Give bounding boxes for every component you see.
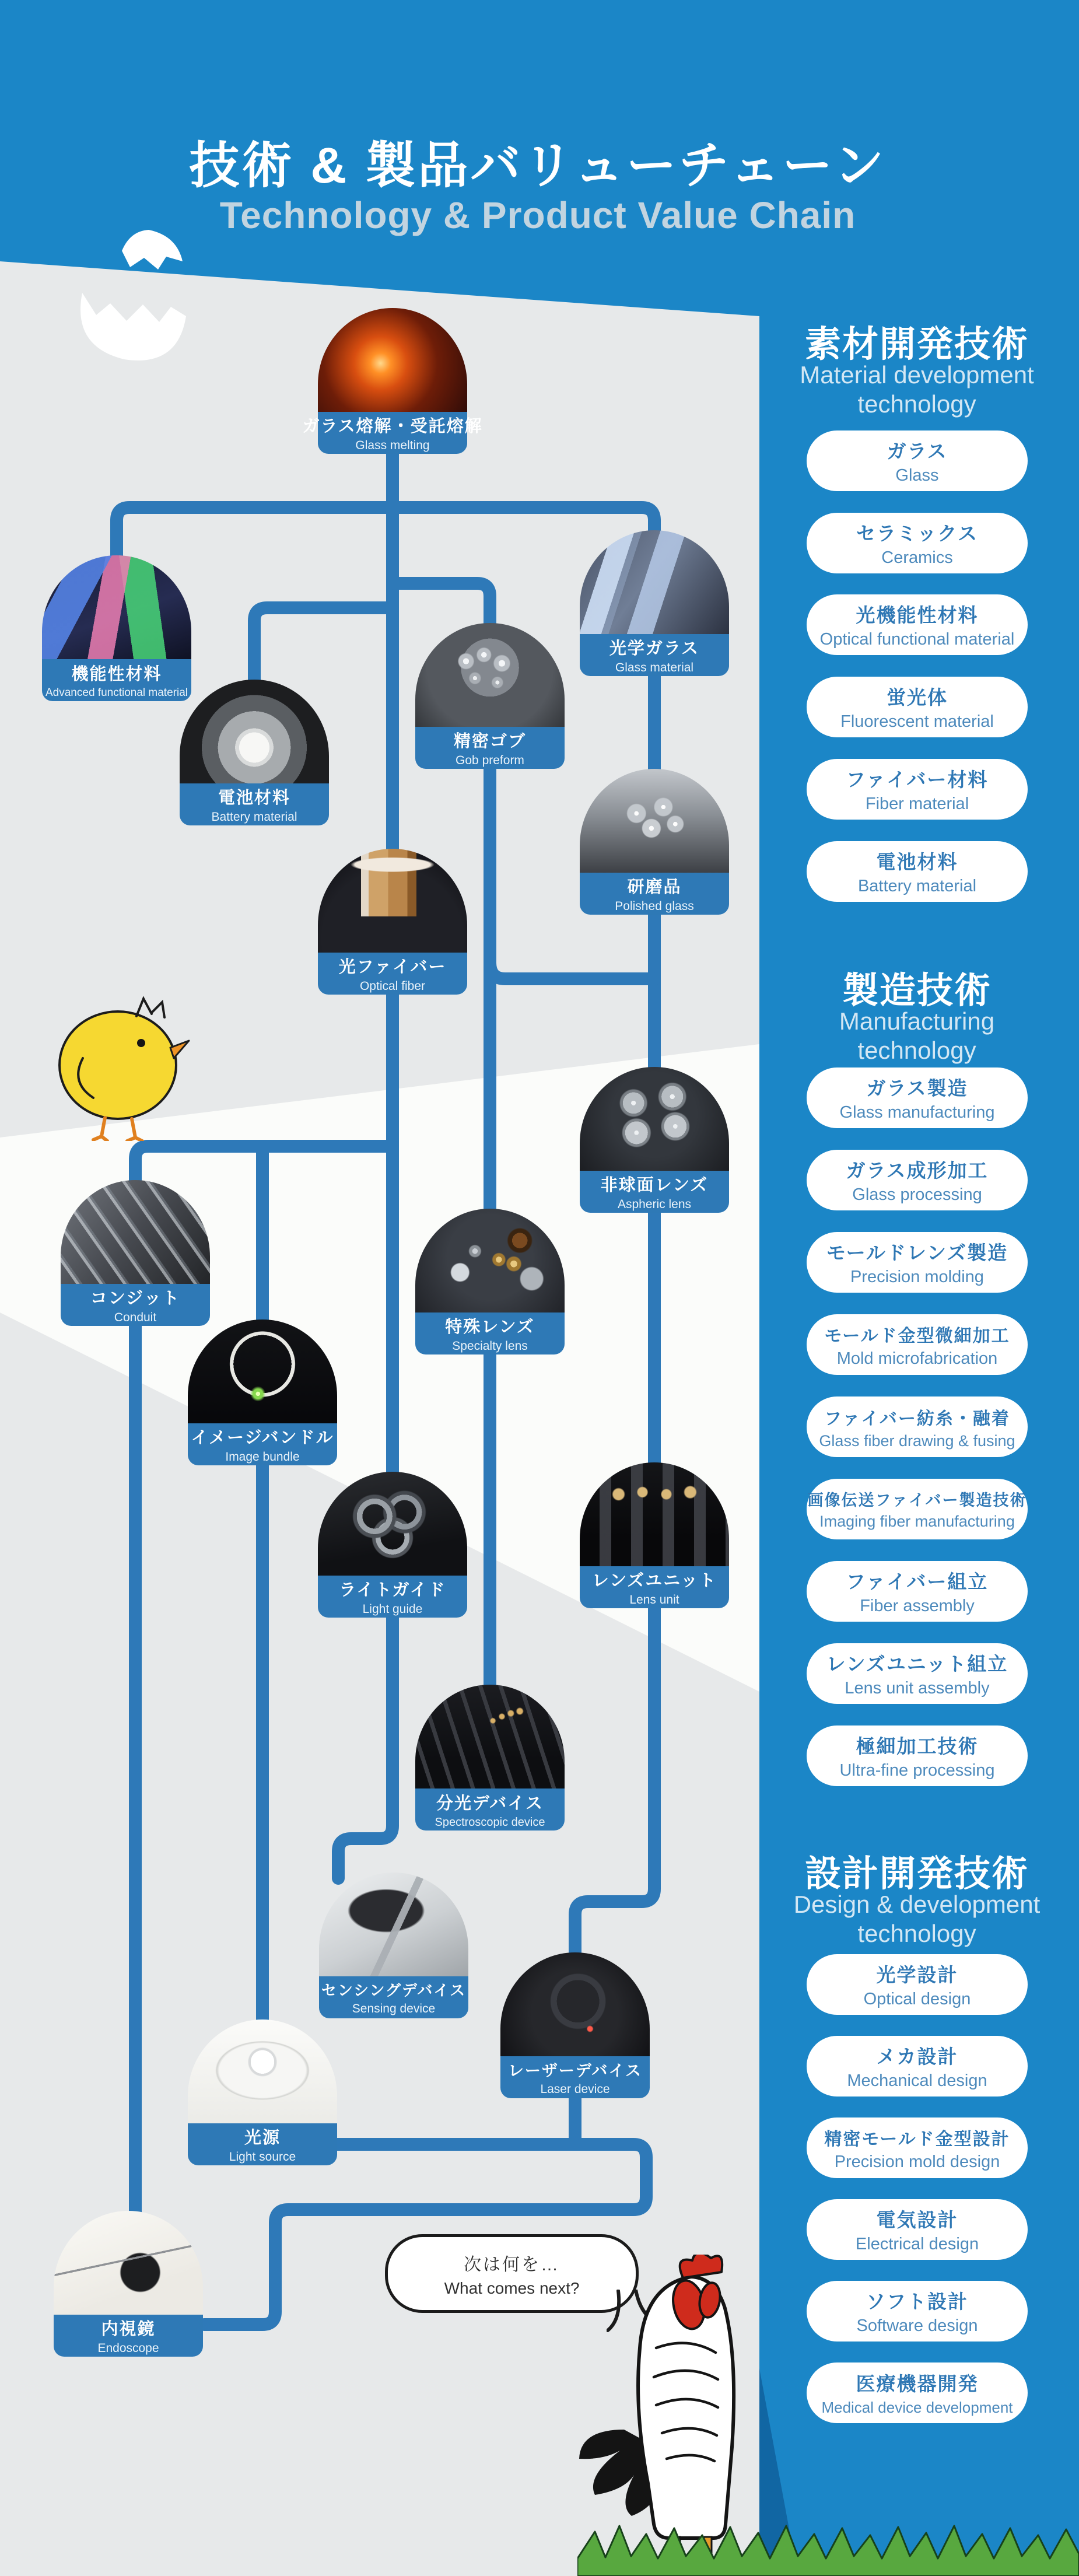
gob-preform-photo (415, 623, 565, 729)
node-label (580, 1566, 729, 1608)
tech-pill-fiber-material[interactable] (807, 759, 1028, 820)
endoscope-photo (54, 2211, 203, 2317)
node-laser-device[interactable] (500, 1952, 650, 2098)
node-glass-material[interactable] (580, 530, 729, 676)
spectroscopic-device-photo (415, 1685, 565, 1791)
tech-pill-lens-unit-assembly[interactable] (807, 1643, 1028, 1704)
pill-jp: ガラス製造 (866, 1077, 968, 1099)
tech-pill-ceramics[interactable] (807, 513, 1028, 573)
node-jp: 電池材料 (218, 789, 290, 807)
pill-jp: 電池材料 (876, 851, 958, 873)
pill-en: Lens unit assembly (845, 1679, 990, 1698)
section-title-manufacturing: 製造技術 (842, 971, 992, 1011)
node-label (54, 2315, 203, 2357)
tech-pill-electrical-design[interactable] (807, 2199, 1028, 2260)
node-label (318, 1576, 467, 1618)
egg-icon (61, 223, 201, 374)
node-label (415, 727, 565, 769)
pill-jp: 極細加工技術 (856, 1735, 979, 1757)
node-en: Specialty lens (452, 1339, 528, 1353)
pill-jp: セラミックス (856, 523, 978, 544)
node-label (188, 1423, 337, 1465)
node-label (580, 873, 729, 915)
node-en: Polished glass (615, 900, 694, 913)
node-sensing-device[interactable] (319, 1873, 468, 2018)
node-label (580, 1171, 729, 1213)
node-endoscope[interactable] (54, 2211, 203, 2357)
node-jp: コンジット (90, 1289, 181, 1308)
node-label (180, 783, 329, 825)
tech-pill-precision-molding[interactable] (807, 1232, 1028, 1293)
tech-pill-fiber-drawing-fusing[interactable] (807, 1396, 1028, 1457)
section-title-design: 設計開発技術 (804, 1854, 1029, 1894)
node-label (319, 1976, 468, 2018)
image-bundle-photo (188, 1320, 337, 1426)
pill-en: Electrical design (855, 2235, 979, 2253)
pill-jp: 画像伝送ファイバー製造技術 (807, 1492, 1027, 1509)
node-label (302, 412, 483, 454)
node-gob-preform[interactable] (415, 623, 565, 769)
node-en: Laser device (540, 2082, 610, 2096)
section-title-material-en: Material development technology (800, 361, 1034, 418)
pill-en: Glass (895, 466, 939, 485)
polished-glass-photo (580, 769, 729, 875)
node-jp: 非球面レンズ (600, 1176, 709, 1195)
pill-en: Glass fiber drawing & fusing (819, 1432, 1015, 1450)
speech-bubble-jp: 次は何を… (464, 2255, 560, 2274)
node-conduit[interactable] (61, 1180, 210, 1326)
pill-jp: メカ設計 (876, 2046, 958, 2067)
node-en: Endoscope (97, 2342, 159, 2355)
laser-device-photo (500, 1952, 650, 2059)
node-label (500, 2056, 650, 2098)
chick-icon (49, 966, 195, 1141)
pill-jp: ガラス成形加工 (846, 1160, 989, 1181)
node-en: Glass material (615, 661, 694, 674)
pill-en: Fiber material (865, 794, 969, 813)
pill-jp: 精密モールド金型設計 (824, 2129, 1010, 2149)
page-title: 技術 & 製品バリューチェーン (189, 138, 887, 194)
glass-melting-photo (318, 308, 467, 414)
node-en: Advanced functional material (45, 687, 188, 699)
node-jp: イメージバンドル (191, 1429, 334, 1447)
node-jp: 機能性材料 (71, 665, 162, 684)
section-title-material: 素材開発技術 (804, 324, 1029, 365)
node-en: Spectroscopic device (435, 1815, 545, 1829)
light-source-photo (188, 2020, 337, 2126)
pill-jp: 医療機器開発 (856, 2373, 979, 2395)
laser-branch (575, 1607, 654, 1955)
tech-pill-battery-material[interactable] (807, 841, 1028, 902)
node-jp: 精密ゴブ (453, 732, 526, 751)
node-jp: レンズユニット (591, 1572, 717, 1590)
pill-jp: モールド金型微細加工 (824, 1326, 1010, 1346)
glass-material-photo (580, 530, 729, 636)
node-specialty-lens[interactable] (415, 1209, 565, 1354)
pill-en: Precision molding (850, 1268, 984, 1286)
node-jp: 特殊レンズ (445, 1318, 535, 1336)
pill-jp: レンズユニット組立 (826, 1653, 1008, 1675)
node-jp: レーザーデバイス (507, 2062, 643, 2080)
specialty-lens-photo (415, 1209, 565, 1315)
tech-pill-glass-manufacturing[interactable] (807, 1068, 1028, 1128)
bridge-line (490, 963, 654, 979)
node-jp: ガラス熔解・受託熔解 (302, 417, 483, 436)
conduit-photo (61, 1180, 210, 1286)
lens-unit-photo (580, 1462, 729, 1569)
tech-pill-mechanical-design[interactable] (807, 2036, 1028, 2096)
node-label (415, 1788, 565, 1831)
node-light-source[interactable] (188, 2020, 337, 2165)
node-en: Light source (229, 2150, 296, 2164)
grass (577, 2518, 1079, 2576)
node-jp: 分光デバイス (436, 1794, 544, 1813)
gob-branch (393, 583, 490, 627)
node-jp: 研磨品 (627, 878, 682, 897)
tech-pill-optical-functional-material[interactable] (807, 594, 1028, 655)
tech-pill-mold-microfabrication[interactable] (807, 1314, 1028, 1375)
pill-jp: ソフト設計 (866, 2291, 968, 2312)
node-label (188, 2123, 337, 2165)
pill-jp: 光機能性材料 (856, 604, 979, 626)
node-functional-material[interactable] (42, 555, 191, 701)
node-glass-melting[interactable] (302, 308, 483, 454)
tech-pill-precision-mold-design[interactable] (807, 2118, 1028, 2178)
battery-branch (254, 608, 393, 682)
pill-en: Fiber assembly (860, 1597, 975, 1615)
node-jp: 光学ガラス (609, 639, 700, 658)
node-light-guide[interactable] (318, 1472, 467, 1618)
pill-en: Imaging fiber manufacturing (819, 1513, 1015, 1530)
tech-pill-fluorescent-material[interactable] (807, 677, 1028, 737)
page-title-en: Technology & Product Value Chain (219, 194, 856, 236)
battery-material-photo (180, 680, 329, 786)
node-image-bundle[interactable] (188, 1320, 337, 1465)
top-junction-bar (117, 508, 654, 560)
pill-en: Optical functional material (819, 630, 1015, 649)
node-aspheric-lens[interactable] (580, 1067, 729, 1213)
node-en: Glass melting (355, 439, 430, 452)
node-label (580, 634, 729, 676)
speech-bubble-en: What comes next? (444, 2278, 580, 2297)
node-en: Light guide (362, 1602, 423, 1616)
node-label (42, 659, 191, 701)
tech-pill-ultra-fine-processing[interactable] (807, 1726, 1028, 1786)
node-jp: 光源 (244, 2129, 281, 2147)
node-en: Sensing device (352, 2002, 436, 2015)
pill-en: Battery material (857, 877, 977, 895)
pill-en: Precision mold design (834, 2152, 1000, 2171)
node-polished-glass[interactable] (580, 769, 729, 915)
pill-jp: ガラス (887, 440, 948, 462)
node-jp: センシングデバイス (321, 1982, 467, 1999)
node-en: Conduit (114, 1311, 157, 1324)
node-en: Gob preform (456, 754, 524, 767)
sensing-device-photo (319, 1873, 468, 1979)
section-title-design-en: Design & development technology (793, 1891, 1041, 1948)
pill-en: Mechanical design (847, 2071, 987, 2090)
pill-jp: 蛍光体 (887, 687, 948, 708)
node-en: Lens unit (629, 1593, 679, 1606)
node-en: Image bundle (225, 1450, 300, 1464)
node-lens-unit[interactable] (580, 1462, 729, 1608)
node-jp: 内視鏡 (101, 2320, 156, 2339)
light-guide-photo (318, 1472, 467, 1578)
pill-en: Software design (856, 2316, 978, 2335)
tech-pill-imaging-fiber-manufacturing[interactable] (807, 1479, 1028, 1539)
node-en: Battery material (211, 810, 297, 824)
pill-en: Glass manufacturing (839, 1103, 995, 1122)
pill-jp: ファイバー組立 (846, 1571, 989, 1592)
tech-pill-medical-device-development[interactable] (807, 2362, 1028, 2423)
pill-en: Glass processing (852, 1185, 982, 1204)
node-en: Optical fiber (359, 979, 426, 993)
node-label (415, 1312, 565, 1354)
node-label (318, 953, 467, 995)
pill-en: Ceramics (881, 548, 953, 567)
node-jp: 光ファイバー (338, 958, 447, 977)
tech-pill-optical-design[interactable] (807, 1954, 1028, 2015)
tech-pill-software-design[interactable] (807, 2281, 1028, 2342)
pill-en: Ultra-fine processing (839, 1761, 995, 1780)
pill-jp: 電気設計 (876, 2209, 958, 2231)
node-jp: ライトガイド (339, 1581, 446, 1600)
pill-en: Fluorescent material (840, 712, 994, 731)
node-spectroscopic-device[interactable] (415, 1685, 565, 1831)
pill-jp: ファイバー紡糸・融着 (824, 1409, 1010, 1429)
section-title-manufacturing-en: Manufacturing technology (839, 1007, 995, 1065)
tech-pill-glass-processing[interactable] (807, 1150, 1028, 1210)
pill-jp: ファイバー材料 (846, 769, 989, 790)
functional-material-photo (42, 555, 191, 662)
pill-en: Optical design (863, 1990, 971, 2008)
pill-jp: モールドレンズ製造 (826, 1242, 1008, 1264)
aspheric-lens-photo (580, 1067, 729, 1173)
tech-pill-fiber-assembly[interactable] (807, 1561, 1028, 1622)
pill-en: Mold microfabrication (836, 1349, 998, 1368)
node-optical-fiber[interactable] (318, 849, 467, 995)
tech-pill-glass[interactable] (807, 430, 1028, 491)
node-en: Aspheric lens (617, 1198, 692, 1211)
optical-fiber-photo (318, 849, 467, 955)
pill-en: Medical device development (821, 2399, 1013, 2416)
node-battery-material[interactable] (180, 680, 329, 825)
pill-jp: 光学設計 (876, 1964, 958, 1986)
